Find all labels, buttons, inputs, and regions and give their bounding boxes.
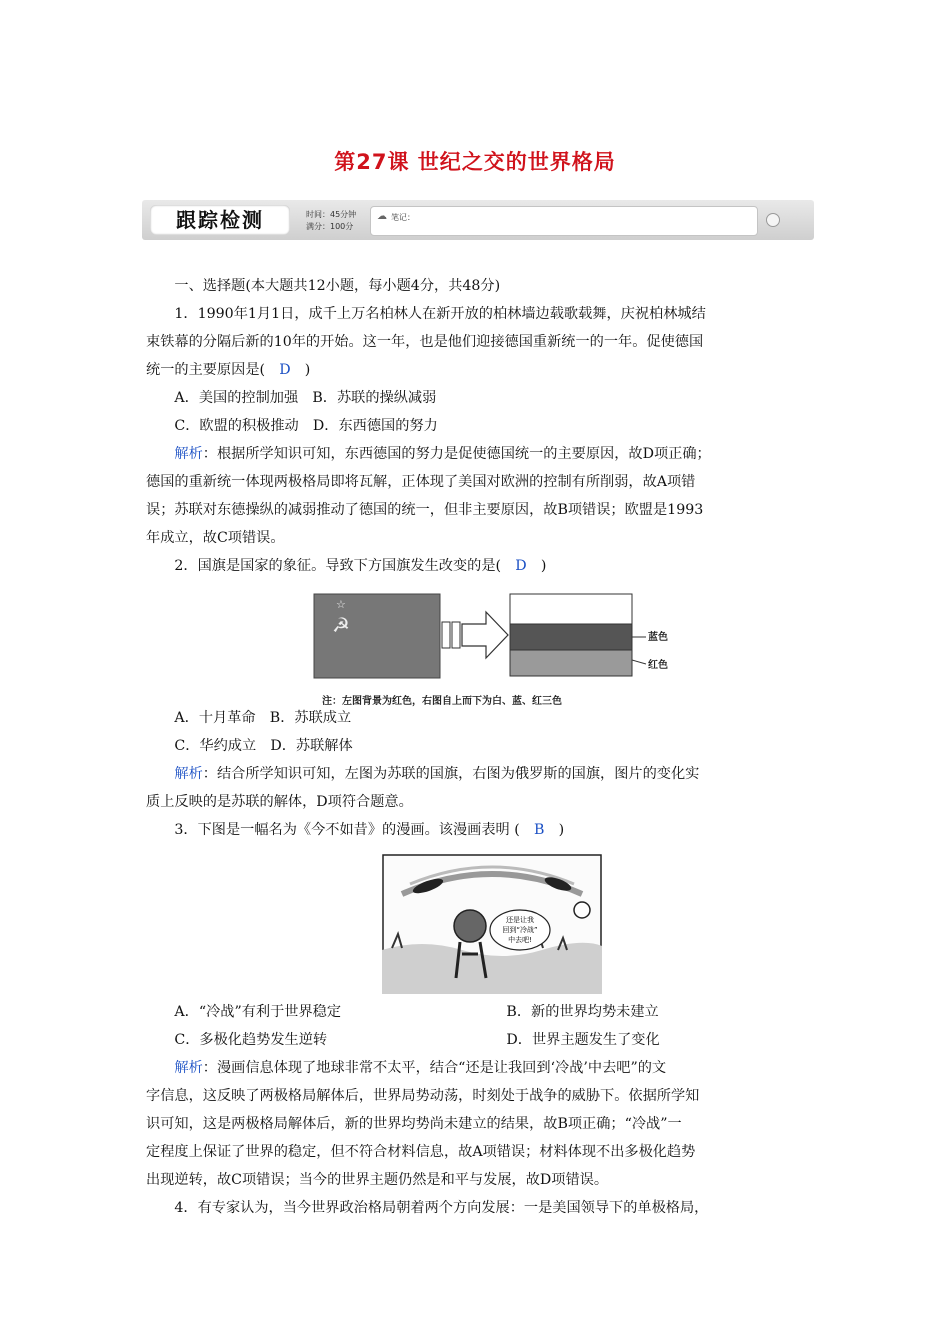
flag-stripe-blue (510, 624, 632, 650)
label-red: 红色 (648, 660, 668, 671)
cartoon-figure (382, 854, 602, 994)
bubble-text-1: 还是让我 (506, 916, 534, 924)
q1-stem-line-3: 统一的主要原因是( D ) (146, 362, 311, 378)
q3-options-row-2 (146, 1026, 808, 1054)
section-heading: 一、选择题(本大题共12小题，每小题4分，共48分) (174, 278, 501, 294)
q3-answer: B (533, 822, 545, 838)
q3-analysis-line-2: 字信息，这反映了两极格局解体后，世界局势动荡，时刻处于战争的威胁下。依据所学知 (146, 1088, 700, 1104)
q2-stem: 2．国旗是国家的象征。导致下方国旗发生改变的是( D ) (174, 558, 547, 574)
q3-options-row-1 (146, 998, 808, 1026)
q1-options-1: A．美国的控制加强 B．苏联的操纵减弱 (174, 390, 437, 406)
q3-option-a: A．“冷战”有利于世界稳定 (174, 1004, 342, 1020)
question-block-3 (146, 998, 808, 1222)
q2-analysis-label: 解析 (174, 766, 203, 782)
q2-options-2: C．华约成立 D．苏联解体 (174, 738, 353, 754)
arrow-icon (462, 612, 508, 658)
label-blue: 蓝色 (648, 632, 668, 643)
banner-label: 跟踪检测 (150, 205, 290, 235)
q1-stem-line-2: 束铁幕的分隔后新的10年的开始。这一年，也是他们迎接德国重新统一的一年。促使德国 (146, 334, 704, 350)
q2-options-1: A．十月革命 B．苏联成立 (174, 710, 352, 726)
hammer-sickle-icon: ☭ (332, 613, 350, 637)
q4-stem: 4．有专家认为，当今世界政治格局朝着两个方向发展：一是美国领导下的单极格局， (174, 1200, 709, 1216)
q3-option-c: C．多极化趋势发生逆转 (174, 1032, 328, 1048)
flag-change-figure (312, 592, 684, 686)
q3-option-d: D．世界主题发生了变化 (506, 1032, 660, 1048)
bubble-text-2: 回到“冷战” (502, 926, 538, 934)
q3-analysis-line-1: 解析：漫画信息体现了地球非常不太平，结合“还是让我回到‘冷战’中去吧”的文 (174, 1060, 667, 1076)
time-limit: 时间：45分钟 (306, 210, 357, 219)
q1-analysis-line-3: 误；苏联对东德操纵的减弱推动了德国的统一，但非主要原因，故B项错误；欧盟是1993 (146, 502, 704, 518)
q3-analysis-line-3: 识可知，这是两极格局解体后，新的世界均势尚未建立的结果，故B项正确；“冷战”一 (146, 1116, 682, 1132)
bubble-text-3: 中去吧! (508, 936, 532, 944)
tracking-test-banner (142, 200, 814, 240)
flag-stripe-red (510, 650, 632, 676)
q2-answer: D (515, 558, 527, 574)
q2-analysis-line-2: 质上反映的是苏联的解体，D项符合题意。 (146, 794, 413, 810)
q1-stem-line-1: 1．1990年1月1日，成千上万名柏林人在新开放的柏林墙边载歌载舞，庆祝柏林城结 (174, 306, 706, 322)
q1-answer: D (279, 362, 291, 378)
q1-analysis-line-4: 年成立，故C项错误。 (146, 530, 285, 546)
banner-meta (306, 209, 356, 233)
q1-analysis-line-1: 解析：根据所学知识可知，东西德国的努力是促使德国统一的主要原因，故D项正确； (174, 446, 711, 462)
explosion-icon (574, 902, 590, 918)
q3-stem: 3．下图是一幅名为《今不如昔》的漫画。该漫画表明 ( B ) (174, 822, 565, 838)
q1-analysis-line-2: 德国的重新统一体现两极格局即将瓦解，正体现了美国对欧洲的控制有所削弱，故A项错 (146, 474, 696, 490)
cloud-icon: ☁ (377, 211, 387, 222)
question-block-2 (146, 704, 808, 844)
q3-option-b: B．新的世界均势未建立 (506, 1004, 659, 1020)
full-score: 满分：100分 (306, 222, 354, 231)
red-pointer (632, 660, 646, 664)
clip-icon (766, 213, 780, 227)
page-title: 第27课 世纪之交的世界格局 (334, 150, 616, 174)
q3-analysis-line-5: 出现逆转，故C项错误；当今的世界主题仍然是和平与发展，故D项错误。 (146, 1172, 609, 1188)
notes-field[interactable] (370, 206, 758, 236)
figure-caption: 注：左图背景为红色，右图自上而下为白、蓝、红三色 (322, 696, 562, 707)
flag-stripe-white (510, 594, 632, 624)
earth-figure-icon (454, 910, 486, 942)
arrow-tail-bar-2 (452, 622, 460, 648)
q1-options-2: C．欧盟的积极推动 D．东西德国的努力 (174, 418, 438, 434)
star-icon: ☆ (336, 598, 346, 611)
q2-analysis-line-1: 解析：结合所学知识可知，左图为苏联的国旗，右图为俄罗斯的国旗，图片的变化实 (174, 766, 700, 782)
q3-analysis-line-4: 定程度上保证了世界的稳定，但不符合材料信息，故A项错误；材料体现不出多极化趋势 (146, 1144, 696, 1160)
notes-label: 笔记： (391, 213, 415, 222)
q3-analysis-label: 解析 (174, 1060, 203, 1076)
question-block-1 (146, 272, 808, 580)
q1-analysis-label: 解析 (174, 446, 203, 462)
arrow-tail-bar (442, 622, 450, 648)
